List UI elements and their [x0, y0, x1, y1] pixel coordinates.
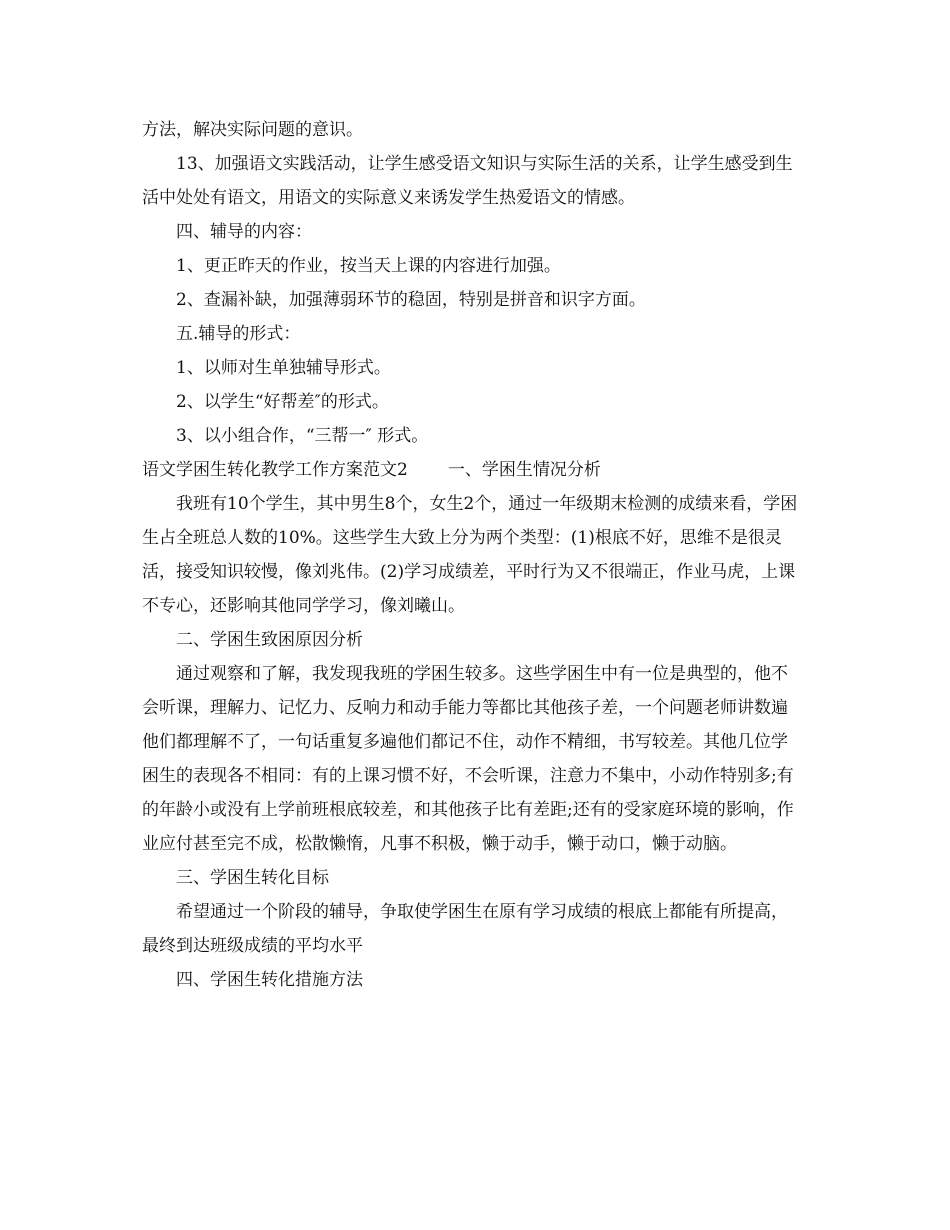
section-heading-2: 二、学困生致困原因分析 [176, 630, 363, 650]
document-title-line [142, 453, 802, 487]
section-heading-5: 五.辅导的形式： [176, 324, 301, 344]
paragraph: 2、以学生“好帮差″的形式。 [176, 392, 389, 412]
paragraph: 我班有10个学生，其中男生8个，女生2个，通过一年级期末检测的成绩来看，学困生占全班总人数的10%。这些学生大致上分为两个类型：(1)根底不好，思维不是很灵活，接受知识较慢，像刘兆伟。(2)学习成绩差，平时行为又不很端正，作业马虎，上课不专心，还影响其他同学学习，像刘曦山。 [142, 494, 798, 616]
document-body [142, 113, 802, 997]
paragraph: 1、以师对生单独辅导形式。 [176, 358, 391, 378]
paragraph: 希望通过一个阶段的辅导，争取使学困生在原有学习成绩的根底上都能有所提高，最终到达班级成绩的平均水平 [142, 902, 788, 956]
paragraph: 13、加强语文实践活动，让学生感受语文知识与实际生活的关系，让学生感受到生活中处处有语文，用语文的实际意义来诱发学生热爱语文的情感。 [142, 154, 793, 208]
section-heading-3: 三、学困生转化目标 [176, 868, 329, 888]
paragraph: 1、更正昨天的作业，按当天上课的内容进行加强。 [176, 256, 561, 276]
section-heading-4: 四、辅导的内容： [176, 222, 312, 242]
paragraph: 2、查漏补缺，加强薄弱环节的稳固，特别是拼音和识字方面。 [176, 290, 646, 310]
paragraph: 通过观察和了解，我发现我班的学困生较多。这些学困生中有一位是典型的，他不会听课，理解力、记忆力、反响力和动手能力等都比其他孩子差，一个问题老师讲数遍他们都理解不了，一句话重复多遍他们都记不住，动作不精细，书写较差。其他几位学困生的表现各不相同：有的上课习惯不好，不会听课，注意力不集中，小动作特别多;有的年龄小或没有上学前班根底较差，和其他孩子比有差距;还有的受家庭环境的影响，作业应付甚至完不成，松散懒惰，凡事不积极，懒于动手，懒于动口，懒于动脑。 [142, 664, 794, 854]
section-heading-1: 一、学困生情况分析 [447, 460, 601, 480]
document-title: 语文学困生转化教学工作方案范文2 [142, 460, 408, 480]
section-heading-4b: 四、学困生转化措施方法 [176, 970, 363, 990]
paragraph: 方法，解决实际问题的意识。 [142, 120, 363, 140]
paragraph: 3、以小组合作，“三帮一″ 形式。 [176, 426, 429, 446]
